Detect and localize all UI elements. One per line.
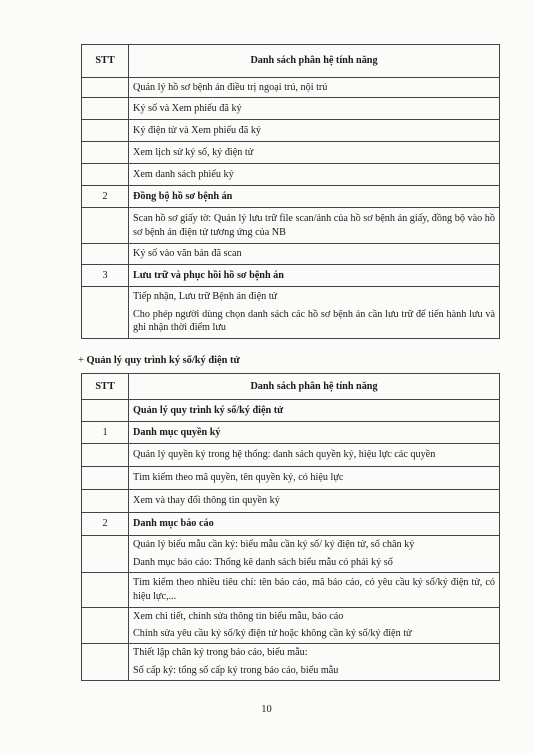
table-row [82, 536, 500, 573]
feature-text: Xem và thay đổi thông tin quyền ký [133, 495, 280, 507]
stt-cell [82, 490, 129, 513]
feature-text: Tìm kiếm theo mã quyền, tên quyền ký, có hiệu lực [133, 472, 344, 484]
stt-cell: 1 [82, 422, 129, 444]
table-header-row [82, 374, 500, 400]
section-heading-text: Quản lý quy trình ký số/ký điện tử [86, 355, 240, 366]
stt-cell [82, 78, 129, 98]
feature-text: Cho phép người dùng chọn danh sách các hồ sơ bệnh án cần lưu trữ để tiến hành lưu và ghi nhận thời điểm lưu [133, 308, 495, 334]
table-row [82, 572, 500, 607]
table-row [82, 120, 500, 142]
stt-cell [82, 444, 129, 467]
feature-cell [129, 607, 500, 644]
feature-cell [129, 444, 500, 467]
stt-cell [82, 467, 129, 490]
feature-cell [129, 120, 500, 142]
feature-cell [129, 142, 500, 164]
feature-text: Ký số và Xem phiếu đã ký [133, 102, 242, 114]
feature-text: Quản lý quy trình ký số/ký điện tử [133, 404, 284, 416]
feature-text: Tiếp nhận, Lưu trữ Bệnh án điện tử [133, 290, 278, 302]
stt-cell: 3 [82, 265, 129, 287]
table-row [82, 186, 500, 208]
stt-cell [82, 164, 129, 186]
table-row [82, 444, 500, 467]
feature-text: Quản lý quyền ký trong hệ thống: danh sách quyền ký, hiệu lực các quyền [133, 449, 436, 461]
feature-cell [129, 400, 500, 422]
feature-text: Số cấp ký: tổng số cấp ký trong báo cáo, biểu mẫu [133, 664, 339, 676]
feature-cell [129, 164, 500, 186]
stt-cell [82, 536, 129, 573]
stt-cell: 2 [82, 186, 129, 208]
table-row [82, 607, 500, 644]
table-row [82, 244, 500, 265]
feature-text: Danh mục báo cáo: Thống kê danh sách biểu mẫu có phải ký số [133, 556, 393, 568]
feature-text: Scan hồ sơ giấy tờ: Quản lý lưu trữ file scan/ảnh của hồ sơ bệnh án giấy, đồng bộ vào hồ sơ bệnh án điện tử tương ứng của NB [133, 212, 495, 238]
feature-text: Ký điện tử và Xem phiếu đã ký [133, 124, 262, 136]
feature-cell [129, 644, 500, 681]
stt-cell [82, 244, 129, 265]
table-row [82, 644, 500, 681]
stt-cell [82, 142, 129, 164]
table-row [82, 164, 500, 186]
table-row [82, 400, 500, 422]
feature-cell [129, 98, 500, 120]
feature-text: Đồng bộ hồ sơ bệnh án [133, 190, 233, 202]
stt-cell: 2 [82, 513, 129, 536]
feature-text: Lưu trữ và phục hồi hồ sơ bệnh án [133, 269, 284, 281]
feature-text: Xem danh sách phiếu ký [133, 168, 234, 180]
stt-cell [82, 572, 129, 607]
feature-cell [129, 536, 500, 573]
feature-text: Chỉnh sửa yêu cầu ký số/ký điện tử hoặc không cần ký số/ký điện tử [133, 628, 412, 640]
feature-cell [129, 422, 500, 444]
stt-header: STT [82, 45, 129, 78]
stt-header: STT [82, 374, 129, 400]
feature-cell [129, 287, 500, 339]
feature-cell [129, 513, 500, 536]
feature-text: Thiết lập chân ký trong báo cáo, biểu mẫu: [133, 647, 308, 659]
feature-cell [129, 490, 500, 513]
table-row [82, 287, 500, 339]
stt-cell [82, 208, 129, 244]
table-row [82, 78, 500, 98]
features-header: Danh sách phân hệ tính năng [129, 374, 500, 400]
features-table-1 [81, 44, 500, 339]
feature-cell [129, 265, 500, 287]
feature-cell [129, 572, 500, 607]
table-row [82, 142, 500, 164]
table-header-row [82, 45, 500, 78]
stt-cell [82, 607, 129, 644]
feature-text: Xem chi tiết, chỉnh sửa thông tin biểu mẫu, báo cáo [133, 610, 344, 622]
table-row [82, 208, 500, 244]
feature-text: Quản lý hồ sơ bệnh án điều trị ngoại trú, nội trú [133, 81, 328, 93]
feature-cell [129, 244, 500, 265]
table-row [82, 98, 500, 120]
feature-cell [129, 78, 500, 98]
table-row [82, 490, 500, 513]
page-number: 10 [261, 704, 272, 715]
features-table-2-body [82, 374, 500, 681]
feature-cell [129, 467, 500, 490]
stt-cell [82, 287, 129, 339]
feature-cell [129, 208, 500, 244]
stt-cell [82, 400, 129, 422]
section-heading [78, 354, 240, 368]
features-header: Danh sách phân hệ tính năng [129, 45, 500, 78]
features-table-2 [81, 373, 500, 681]
stt-cell [82, 98, 129, 120]
table-row [82, 422, 500, 444]
feature-text: Xem lịch sử ký số, ký điện tử [133, 146, 254, 158]
stt-cell [82, 644, 129, 681]
table-row [82, 513, 500, 536]
feature-text: Danh mục quyền ký [133, 426, 221, 438]
features-table-1-body [82, 45, 500, 339]
feature-text: Ký số vào văn bản đã scan [133, 248, 242, 260]
feature-text: Danh mục báo cáo [133, 518, 214, 530]
bullet-plus: + [78, 355, 84, 366]
feature-text: Tìm kiếm theo nhiều tiêu chí: tên báo cáo, mã báo cáo, có yêu cầu ký số/ký điện tử, có hiệu lực,... [133, 576, 495, 602]
stt-cell [82, 120, 129, 142]
feature-cell [129, 186, 500, 208]
table-row [82, 467, 500, 490]
table-row [82, 265, 500, 287]
feature-text: Quản lý biểu mẫu cần ký: biểu mẫu cần ký số/ ký điện tử, số chân ký [133, 539, 415, 550]
